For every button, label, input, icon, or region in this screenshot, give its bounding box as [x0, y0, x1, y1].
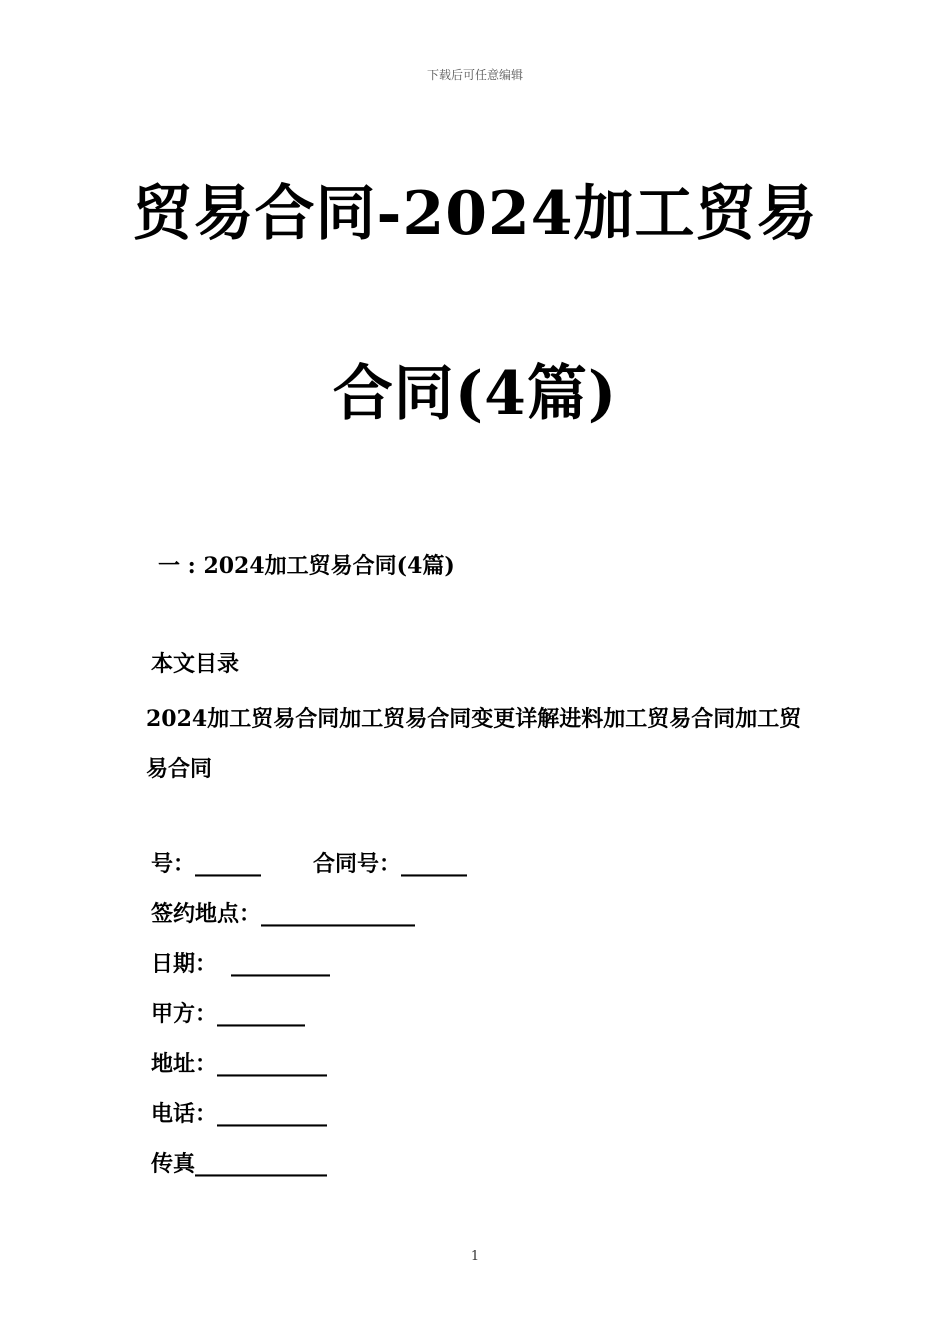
address-blank: __________	[217, 1051, 328, 1077]
contract-no-blank: ______	[401, 851, 468, 877]
document-title-line-2: 合同(4篇)	[332, 359, 618, 429]
date-label: 日期：	[151, 951, 218, 977]
party-a-blank: ________	[217, 1001, 306, 1027]
phone-label: 电话：	[151, 1101, 218, 1127]
fax-label: 传真	[151, 1151, 196, 1177]
number-label: 号：	[151, 851, 196, 877]
form-row-phone	[151, 1097, 327, 1128]
date-blank: _________	[231, 951, 331, 977]
toc-label: 本文目录	[151, 651, 240, 677]
party-a-label: 甲方：	[151, 1001, 218, 1027]
form-row-address	[151, 1047, 327, 1078]
page-number: 1	[470, 1249, 480, 1264]
sign-place-label: 签约地点：	[151, 901, 262, 927]
address-label: 地址：	[151, 1051, 218, 1077]
section-heading: 一 : 2024加工贸易合同(4篇)	[158, 553, 455, 579]
form-row-date	[151, 947, 330, 978]
document-title-line-1: 贸易合同-2024加工贸易	[132, 179, 818, 249]
contract-no-label: 合同号：	[313, 851, 402, 877]
form-row-party-a	[151, 997, 305, 1028]
toc-text: 2024加工贸易合同加工贸易合同变更详解进料加工贸易合同加工贸易合同	[146, 706, 802, 782]
form-row-fax	[151, 1147, 327, 1178]
header-note: 下载后可任意编辑	[426, 68, 523, 82]
phone-blank: __________	[217, 1101, 328, 1127]
form-row-number	[151, 847, 467, 878]
number-blank: ______	[195, 851, 262, 877]
sign-place-blank: ______________	[261, 901, 416, 927]
form-row-sign-place	[151, 897, 415, 928]
fax-blank: ____________	[195, 1151, 328, 1177]
